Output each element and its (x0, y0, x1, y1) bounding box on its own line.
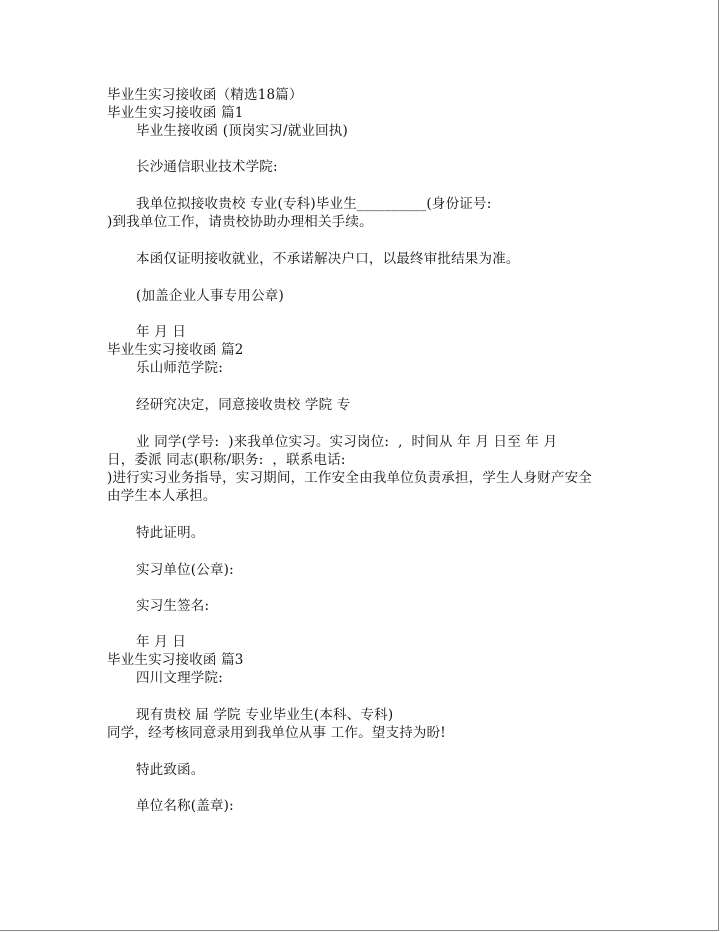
section-1-paragraph-1-line-1: 我单位拟接收贵校 专业(专科)毕业生__________(身份证号: (136, 196, 492, 212)
section-1-addressee: 长沙通信职业技术学院: (136, 159, 278, 175)
section-1-paragraph-1-line-2: )到我单位工作，请贵校协助办理相关手续。 (107, 214, 373, 230)
section-1-stamp-note: (加盖企业人事专用公章) (136, 288, 284, 304)
section-3-addressee: 四川文理学院: (136, 670, 223, 686)
section-2-date: 年 月 日 (136, 634, 187, 650)
section-2-paragraph-2-line-1: 业 同学(学号: )来我单位实习。实习岗位: , 时间从 年 月 日至 年 月 (136, 434, 558, 450)
section-2-closing: 特此证明。 (136, 525, 205, 541)
section-3-heading: 毕业生实习接收函 篇3 (107, 652, 244, 668)
section-2-paragraph-1: 经研究决定，同意接收贵校 学院 专 (136, 397, 351, 413)
section-1-paragraph-2: 本函仅证明接收就业，不承诺解决户口，以最终审批结果为准。 (136, 251, 520, 267)
section-1-subtitle: 毕业生接收函 (顶岗实习/就业回执) (136, 123, 348, 139)
section-2-addressee: 乐山师范学院: (136, 360, 223, 376)
doc-title: 毕业生实习接收函（精选18篇） (107, 87, 303, 103)
section-3-paragraph-1-line-2: 同学，经考核同意录用到我单位从事 工作。望支持为盼! (107, 725, 446, 741)
section-2-heading: 毕业生实习接收函 篇2 (107, 342, 244, 358)
section-2-paragraph-2-line-2: 日，委派 同志(职称/职务: ，联系电话: (107, 452, 346, 468)
section-2-unit-stamp: 实习单位(公章): (136, 562, 234, 578)
section-1-heading: 毕业生实习接收函 篇1 (107, 105, 244, 121)
section-3-unit-name: 单位名称(盖章): (136, 798, 234, 814)
section-1-date: 年 月 日 (136, 324, 187, 340)
section-2-paragraph-2-line-3: )进行实习业务指导，实习期间，工作安全由我单位负责承担，学生人身财产安全 (107, 470, 592, 486)
section-2-student-signature: 实习生签名: (136, 598, 210, 614)
section-3-paragraph-1-line-1: 现有贵校 届 学院 专业毕业生(本科、专科) (136, 707, 394, 723)
section-2-paragraph-2-line-4: 由学生本人承担。 (107, 488, 217, 504)
section-3-closing: 特此致函。 (136, 762, 205, 778)
